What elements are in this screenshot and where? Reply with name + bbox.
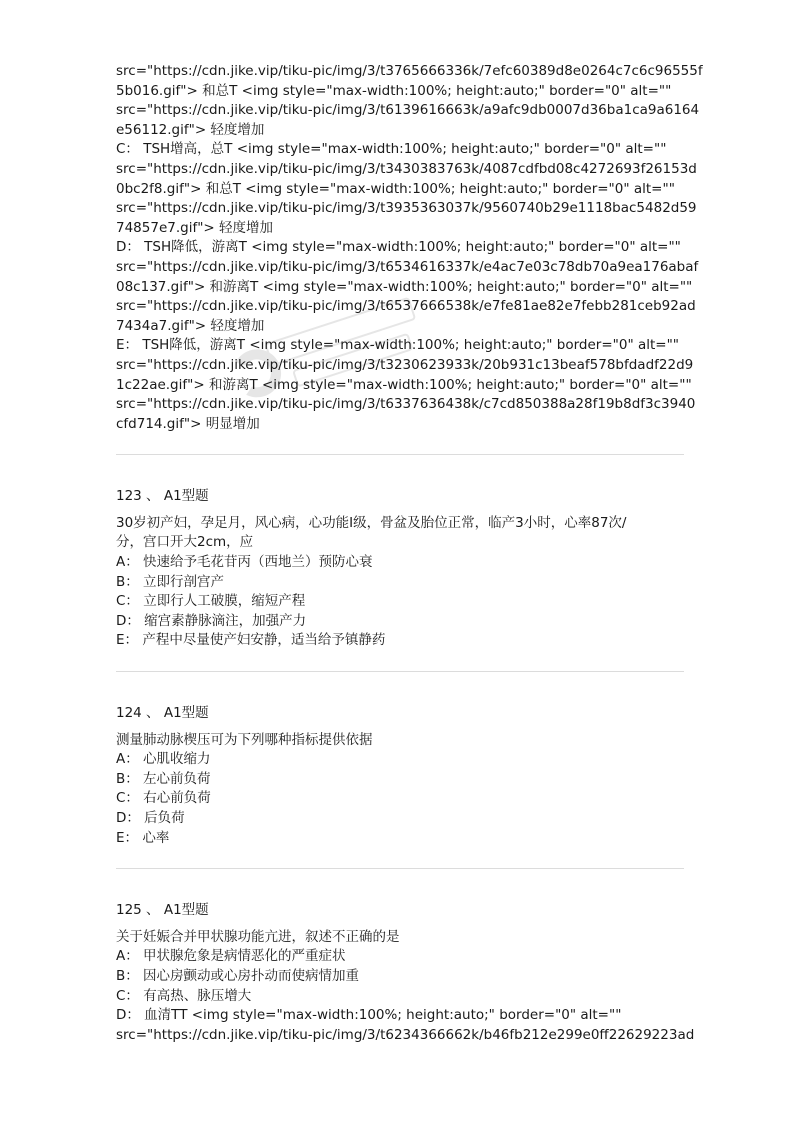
section-divider	[116, 454, 684, 455]
option-c: C： 有高热、脉压增大	[116, 987, 252, 1004]
option-e: E： 心率	[116, 829, 170, 846]
text-line: src="https://cdn.jike.vip/tiku-pic/img/3/t6234366662k/b46fb212e299e0ff22629223ad	[116, 1026, 695, 1043]
option-c: C： 右心前负荷	[116, 790, 211, 807]
option-b: B： 立即行剖宫产	[116, 573, 225, 590]
option-b: B： 左心前负荷	[116, 770, 211, 787]
option-c: C： 立即行人工破膜，缩短产程	[116, 593, 306, 610]
text-line: 74857e7.gif"> 轻度增加	[116, 219, 274, 236]
text-line: 5b016.gif"> 和总T <img style="max-width:100%; height:auto;" border="0" alt=""	[116, 82, 672, 99]
option-a: A： 心肌收缩力	[116, 751, 211, 768]
question-stem: 关于妊娠合并甲状腺功能亢进，叙述不正确的是	[116, 928, 400, 945]
question-124	[116, 704, 686, 848]
text-line: 1c22ae.gif"> 和游离T <img style="max-width:100%; height:auto;" border="0" alt=""	[116, 376, 692, 393]
question-header: 123 、 A1型题	[116, 488, 209, 505]
text-line: 0bc2f8.gif"> 和总T <img style="max-width:100%; height:auto;" border="0" alt=""	[116, 180, 675, 197]
option-e: E： TSH降低，游离T <img style="max-width:100%; height:auto;" border="0" alt=""	[116, 337, 680, 354]
question-header: 124 、 A1型题	[116, 705, 209, 722]
text-line: cfd714.gif"> 明显增加	[116, 415, 260, 432]
text-line: 7434a7.gif"> 轻度增加	[116, 317, 265, 334]
option-d: D： 血清TT <img style="max-width:100%; height:auto;" border="0" alt=""	[116, 1007, 622, 1024]
text-line: src="https://cdn.jike.vip/tiku-pic/img/3/t6537666538k/e7fe81ae82e7febb281ceb92ad	[116, 298, 696, 315]
option-e: E： 产程中尽量使产妇安静，适当给予镇静药	[116, 632, 386, 649]
question-stem: 30岁初产妇，孕足月，风心病，心功能Ⅰ级，骨盆及胎位正常，临产3小时，心率87次/	[116, 514, 627, 531]
question-122-continuation	[116, 62, 703, 434]
option-d: D： TSH降低，游离T <img style="max-width:100%; height:auto;" border="0" alt=""	[116, 239, 681, 256]
text-line: src="https://cdn.jike.vip/tiku-pic/img/3/t6534616337k/e4ac7e03c78db70a9ea176abaf	[116, 258, 699, 275]
question-stem: 分，宫口开大2cm，应	[116, 534, 254, 551]
section-divider	[116, 671, 684, 672]
text-line: src="https://cdn.jike.vip/tiku-pic/img/3/t3935363037k/9560740b29e1118bac5482d59	[116, 200, 697, 217]
option-a: A： 快速给予毛花苷丙（西地兰）预防心衰	[116, 554, 373, 571]
text-line: e56112.gif"> 轻度增加	[116, 121, 265, 138]
text-line: src="https://cdn.jike.vip/tiku-pic/img/3/t3765666336k/7efc60389d8e0264c7c6c96555f	[116, 63, 703, 79]
section-divider	[116, 868, 684, 869]
option-a: A： 甲状腺危象是病情恶化的严重症状	[116, 948, 346, 965]
text-line: src="https://cdn.jike.vip/tiku-pic/img/3/t6337636438k/c7cd850388a28f19b8df3c3940	[116, 396, 696, 413]
option-d: D： 缩宫素静脉滴注，加强产力	[116, 612, 307, 629]
option-c: C： TSH增高，总T <img style="max-width:100%; height:auto;" border="0" alt=""	[116, 141, 667, 158]
question-header: 125 、 A1型题	[116, 902, 209, 919]
document-page	[116, 62, 703, 1045]
option-b: B： 因心房颤动或心房扑动而使病情加重	[116, 967, 360, 984]
option-d: D： 后负荷	[116, 810, 185, 826]
question-stem: 测量肺动脉楔压可为下列哪种指标提供依据	[116, 731, 373, 748]
text-line: src="https://cdn.jike.vip/tiku-pic/img/3/t3230623933k/20b931c13beaf578bfdadf22d9	[116, 356, 694, 373]
question-125	[116, 901, 695, 1045]
question-123	[116, 487, 686, 651]
text-line: src="https://cdn.jike.vip/tiku-pic/img/3/t6139616663k/a9afc9db0007d36ba1ca9a6164	[116, 102, 700, 119]
text-line: src="https://cdn.jike.vip/tiku-pic/img/3/t3430383763k/4087cdfbd08c4272693f26153d	[116, 160, 697, 177]
text-line: 08c137.gif"> 和游离T <img style="max-width:100%; height:auto;" border="0" alt=""	[116, 278, 693, 295]
